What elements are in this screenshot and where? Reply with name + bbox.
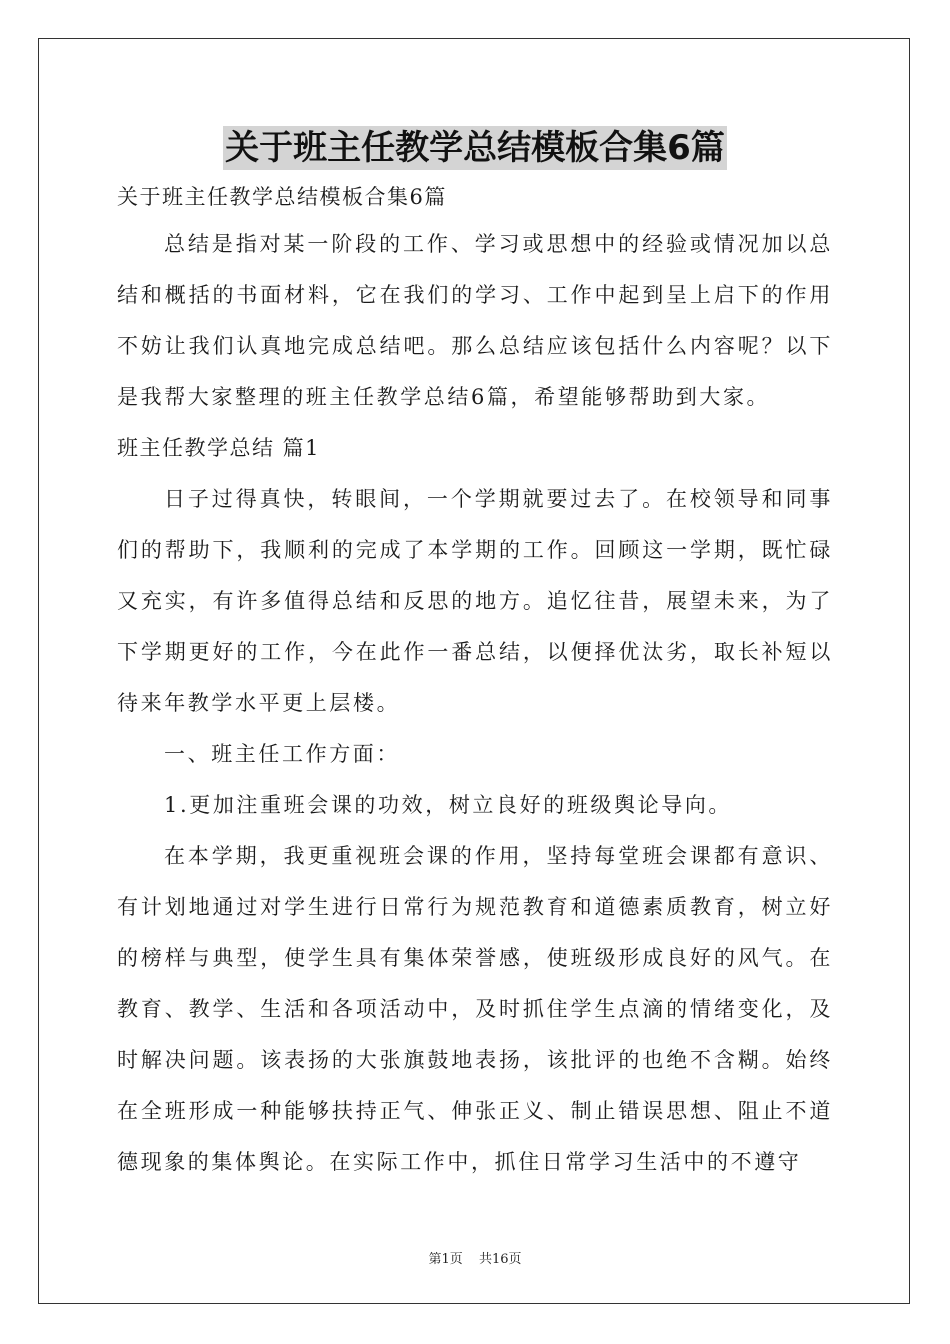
paragraph-2: 在本学期，我更重视班会课的作用，坚持每堂班会课都有意识、有计划地通过对学生进行日常行为规范教育和道德素质教育，树立好的榜样与典型，使学生具有集体荣誉感，使班级形成良好的风气。在教育、教学、生活和各项活动中，及时抓住学生点滴的情绪变化，及时解决问题。该表扬的大张旗鼓地表扬，该批评的也绝不含糊。始终在全班形成一种能够扶持正气、伸张正义、制止错误思想、阻止不道德现象的集体舆论。在实际工作中，抓住日常学习生活中的不遵守 bbox=[117, 844, 833, 1174]
page-total: 共16页 bbox=[478, 1252, 522, 1267]
intro-paragraph: 总结是指对某一阶段的工作、学习或思想中的经验或情况加以总结和概括的书面材料，它在我们的学习、工作中起到呈上启下的作用不妨让我们认真地完成总结吧。那么总结应该包括什么内容呢？以下是我帮大家整理的班主任教学总结6篇，希望能够帮助到大家。 bbox=[117, 232, 833, 409]
sub-heading: 一、班主任工作方面： bbox=[164, 742, 400, 766]
section-heading: 班主任教学总结 篇1 bbox=[117, 436, 321, 460]
document-subtitle: 关于班主任教学总结模板合集6篇 bbox=[117, 185, 447, 209]
title-container bbox=[0, 126, 950, 170]
document-body bbox=[117, 180, 833, 1188]
list-item-1: 1.更加注重班会课的功效，树立良好的班级舆论导向。 bbox=[164, 793, 733, 817]
paragraph-1: 日子过得真快，转眼间，一个学期就要过去了。在校领导和同事们的帮助下，我顺利的完成了本学期的工作。回顾这一学期，既忙碌又充实，有许多值得总结和反思的地方。追忆往昔，展望未来，为了下学期更好的工作，今在此作一番总结，以便择优汰劣，取长补短以待来年教学水平更上层楼。 bbox=[117, 487, 833, 715]
document-title: 关于班主任教学总结模板合集6篇 bbox=[225, 128, 725, 168]
page-number: 第1页 bbox=[428, 1252, 463, 1267]
page-footer bbox=[0, 1248, 950, 1267]
